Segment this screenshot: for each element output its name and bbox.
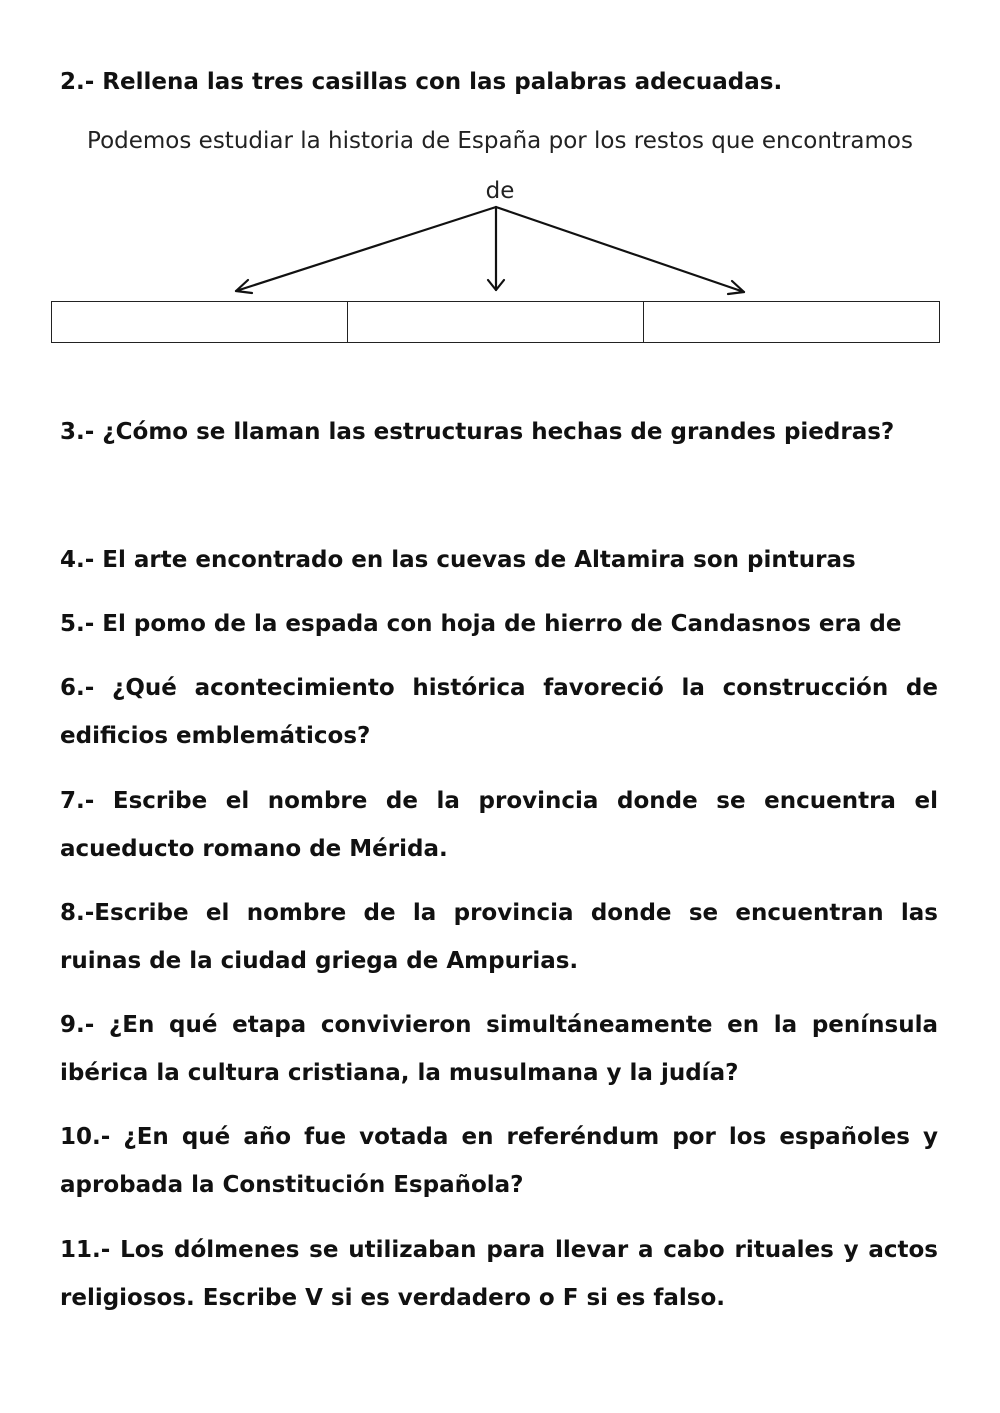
- question-5: 5.- El pomo de la espada con hoja de hierro de Candasnos era de: [60, 611, 902, 637]
- question-9: 9.- ¿En qué etapa convivieron simultáneamente en la península ibérica la cultura cristiana, la musulmana y la judía?: [60, 1012, 938, 1086]
- answer-boxes: [51, 301, 940, 343]
- question-4: 4.- El arte encontrado en las cuevas de Altamira son pinturas: [60, 547, 856, 573]
- question-11: 11.- Los dólmenes se utilizaban para llevar a cabo rituales y actos religiosos. Escribe V si es verdadero o F si es falso.: [60, 1237, 938, 1311]
- answer-box-3[interactable]: [644, 302, 939, 342]
- arrow-right: [496, 207, 744, 292]
- branch-arrows: [0, 0, 1000, 310]
- answer-box-2[interactable]: [348, 302, 644, 342]
- question-3: 3.- ¿Cómo se llaman las estructuras hechas de grandes piedras?: [60, 419, 895, 445]
- answer-box-1[interactable]: [52, 302, 348, 342]
- question-7: 7.- Escribe el nombre de la provincia donde se encuentra el acueducto romano de Mérida.: [60, 788, 938, 862]
- question-2-connector: de: [485, 178, 515, 204]
- question-2-sentence: Podemos estudiar la historia de España por los restos que encontramos: [87, 128, 913, 154]
- question-6: 6.- ¿Qué acontecimiento histórica favoreció la construcción de edificios emblemáticos?: [60, 675, 938, 749]
- question-10: 10.- ¿En qué año fue votada en referéndum por los españoles y aprobada la Constitución Española?: [60, 1124, 938, 1198]
- arrow-left: [236, 207, 496, 291]
- question-2-title: 2.- Rellena las tres casillas con las palabras adecuadas.: [60, 69, 783, 95]
- question-8: 8.-Escribe el nombre de la provincia donde se encuentran las ruinas de la ciudad griega de Ampurias.: [60, 900, 938, 974]
